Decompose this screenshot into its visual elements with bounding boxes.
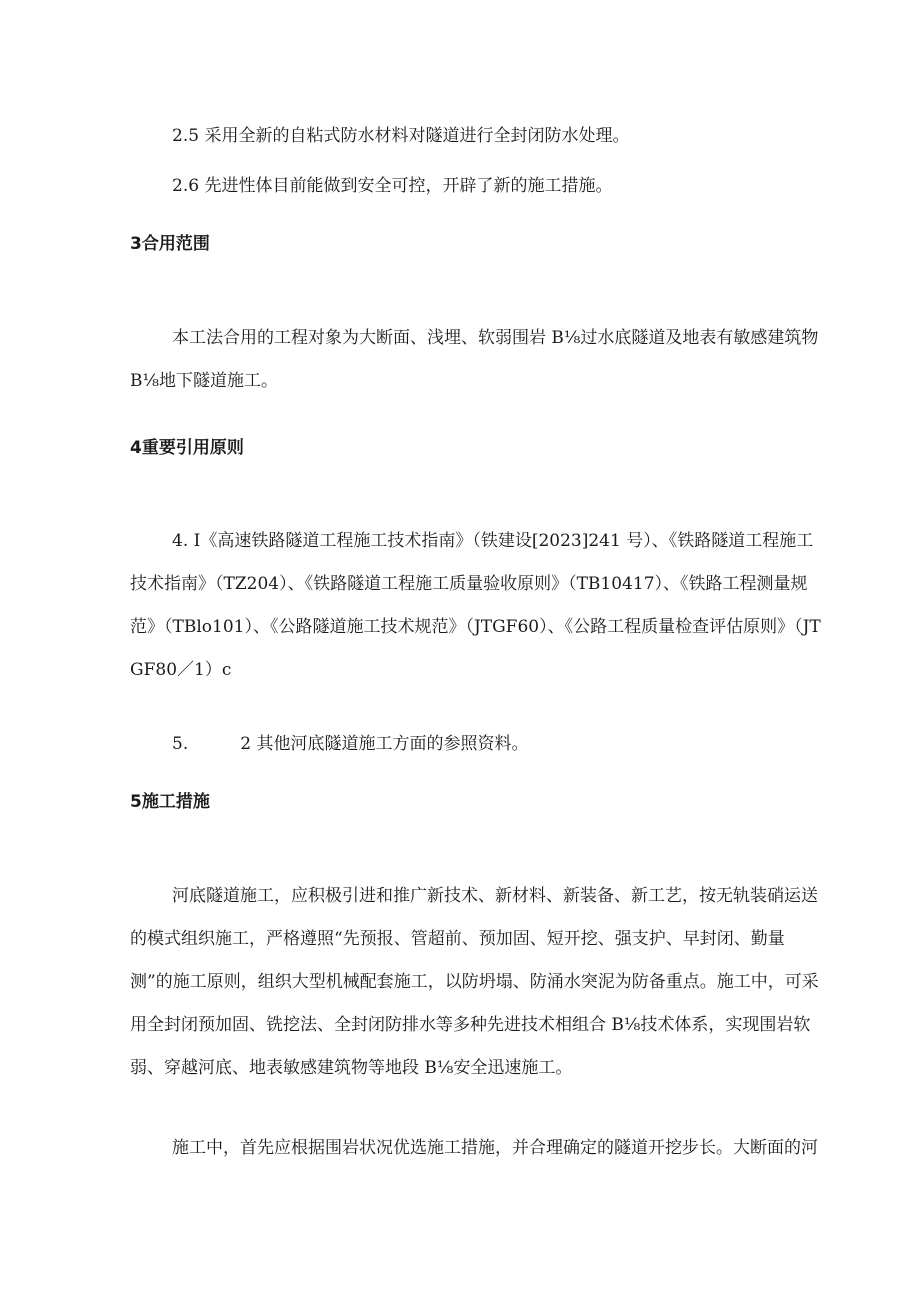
paragraph-2-5: 2.5 采用全新的自粘式防水材料对隧道进行全封闭防水处理。: [172, 126, 630, 146]
section-heading-5: [130, 790, 210, 814]
paragraph-text: 2 其他河底隧道施工方面的参照资料。: [240, 734, 529, 754]
paragraph-4-2: [172, 732, 528, 756]
section-heading-3: [130, 232, 210, 256]
section-title: 施工措施: [141, 792, 210, 812]
section-number: 5: [130, 792, 142, 812]
paragraph-number: 5.: [172, 734, 189, 754]
section-number: 4: [130, 438, 142, 458]
paragraph-construction-2: 施工中，首先应根据围岩状况优选施工措施，并合理确定的隧道开挖步长。大断面的河: [172, 1138, 818, 1158]
section-title: 重要引用原则: [141, 438, 244, 458]
paragraph-2-6: 2.6 先进性体目前能做到安全可控，开辟了新的施工措施。: [172, 176, 613, 196]
paragraph-scope: 本工法合用的工程对象为大断面、浅埋、软弱围岩 B⅛过水底隧道及地表有敏感建筑物 B⅛地下隧道施工。: [130, 328, 819, 391]
section-heading-4: [130, 436, 244, 460]
paragraph-4-1-references: 4. I《高速铁路隧道工程施工技术指南》（铁建设[2023]241 号）、《铁路隧道工程施工技术指南》（TZ204）、《铁路隧道工程施工质量验收原则》（TB10417）、《铁路工程测量规范》（TBlo101）、《公路隧道施工技术规范》（JTGF60）、《公路工程质量检查评估原则》（JTGF80／1）c: [130, 531, 821, 680]
paragraph-construction-1: 河底隧道施工，应积极引进和推广新技术、新材料、新装备、新工艺，按无轨装硝运送的模式组织施工，严格遵照“先预报、管超前、预加固、短开挖、强支护、早封闭、勤量测”的施工原则，组织大型机械配套施工，以防坍塌、防涌水突泥为防备重点。施工中，可采用全封闭预加固、铣挖法、全封闭防排水等多种先进技术相组合 B⅛技术体系，实现围岩软弱、穿越河底、地表敏感建筑物等地段 B⅛安全迅速施工。: [130, 886, 819, 1078]
section-title: 合用范围: [141, 234, 210, 254]
section-number: 3: [130, 234, 142, 254]
